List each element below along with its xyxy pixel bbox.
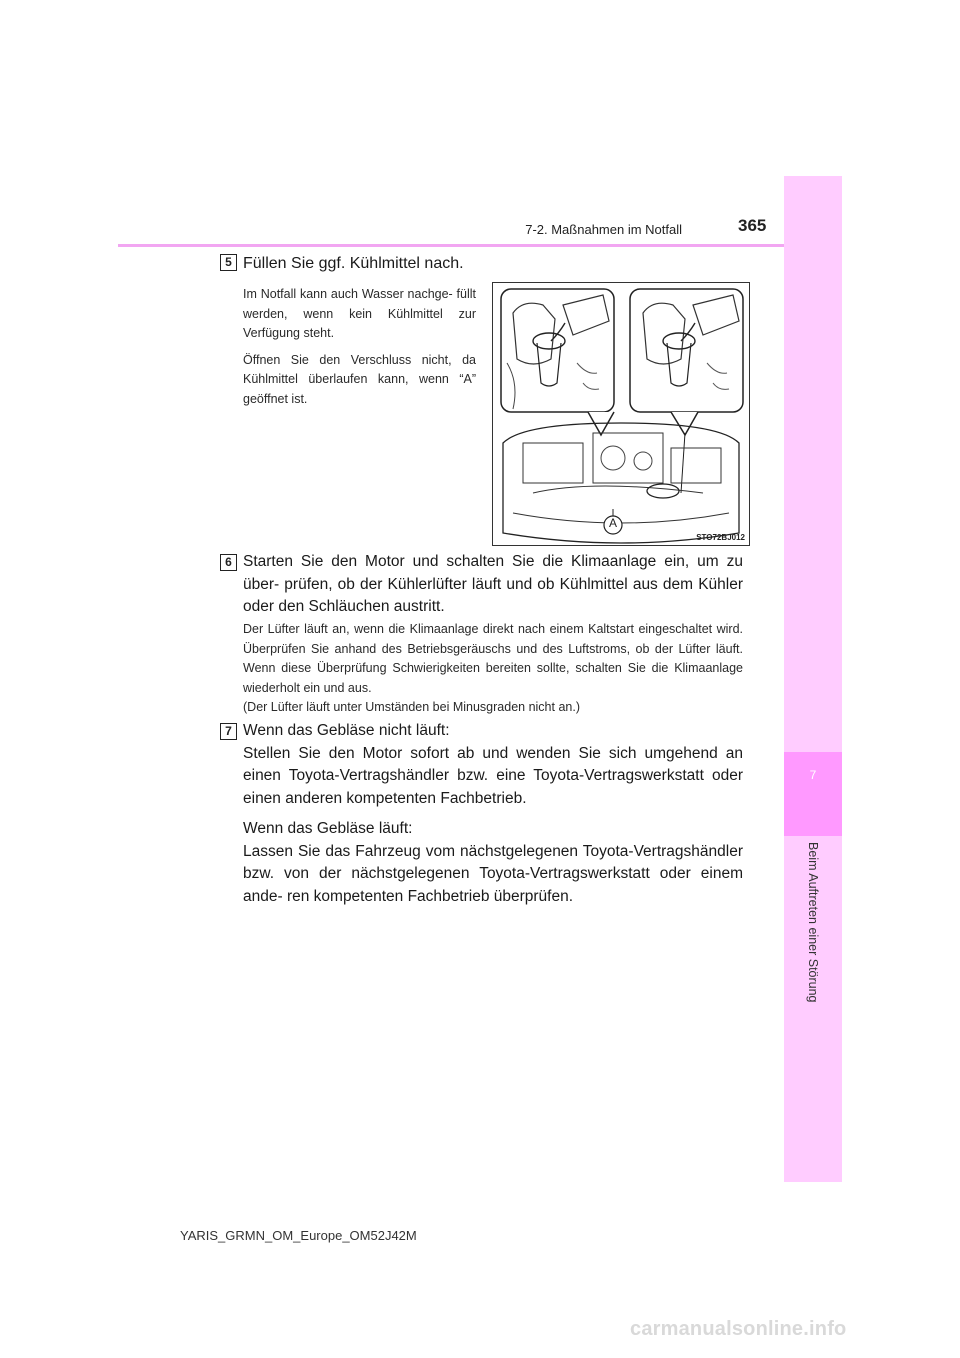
chapter-number: 7	[809, 768, 817, 782]
chapter-side-strip	[784, 176, 842, 1182]
step-6-title: Starten Sie den Motor und schalten Sie die Klimaanlage ein, um zu über- prüfen, ob der Kühlerlüfter läuft und ob Kühlmittel aus dem Kühler oder den Schläuchen austritt.	[243, 553, 743, 615]
step-5-notes	[243, 285, 476, 416]
callout-label-a: A	[608, 516, 617, 530]
step-5-title: Füllen Sie ggf. Kühlmittel nach.	[243, 255, 464, 272]
chapter-tab	[784, 752, 842, 836]
engine-bay-illustration	[492, 282, 750, 546]
step-7-case-running: Wenn das Gebläse läuft:	[243, 820, 413, 837]
step-5-note-cap: Öffnen Sie den Verschluss nicht, da Kühlmittel überlaufen kann, wenn “A” geöffnet ist.	[243, 352, 476, 406]
step-7-case-not-running: Wenn das Gebläse nicht läuft:	[243, 722, 450, 739]
step-6-note-frost: (Der Lüfter läuft unter Umständen bei Minusgraden nicht an.)	[243, 700, 580, 714]
step-6-note-fan: Der Lüfter läuft an, wenn die Klimaanlage direkt nach einem Kaltstart eingeschaltet wird. Überprüfen Sie anhand des Betriebsgeräuschs und des Luftstroms, ob der Lüfter läuft. Wenn diese Überprüfung Schwierigkeiten bereiten sollte, schalten Sie die Klimaanlage wiederholt ein und aus.	[243, 622, 743, 695]
step-marker-5: 5	[220, 254, 237, 271]
illustration-code: STO72BJ012	[696, 533, 745, 542]
site-watermark: carmanualsonline.info	[630, 1318, 847, 1340]
step-6-notes	[243, 620, 743, 718]
step-marker-6: 6	[220, 554, 237, 571]
document-footer-code: YARIS_GRMN_OM_Europe_OM52J42M	[180, 1228, 417, 1243]
step-7-action-running: Lassen Sie das Fahrzeug vom nächstgelegenen Toyota-Vertragshändler bzw. von der nächstgelegenen Toyota-Vertragswerkstatt oder einem ande- ren kompetenten Fachbetrieb überprüfen.	[243, 842, 743, 905]
page-number: 365	[738, 216, 767, 235]
step-5-note-water: Im Notfall kann auch Wasser nachge- füllt werden, wenn kein Kühlmittel zur Verfügung steht.	[243, 287, 476, 340]
step-marker-7: 7	[220, 723, 237, 740]
step-7-action-not-running: Stellen Sie den Motor sofort ab und wenden Sie sich umgehend an einen Toyota-Vertragshändler bzw. eine Toyota-Vertragswerkstatt oder einen anderen kompetenten Fachbetrieb.	[243, 744, 743, 807]
chapter-title: Beim Auftreten einer Störung	[806, 842, 820, 1003]
header-rule	[118, 244, 784, 247]
step-7-body	[243, 720, 743, 916]
engine-illustration-graphic	[493, 283, 749, 545]
